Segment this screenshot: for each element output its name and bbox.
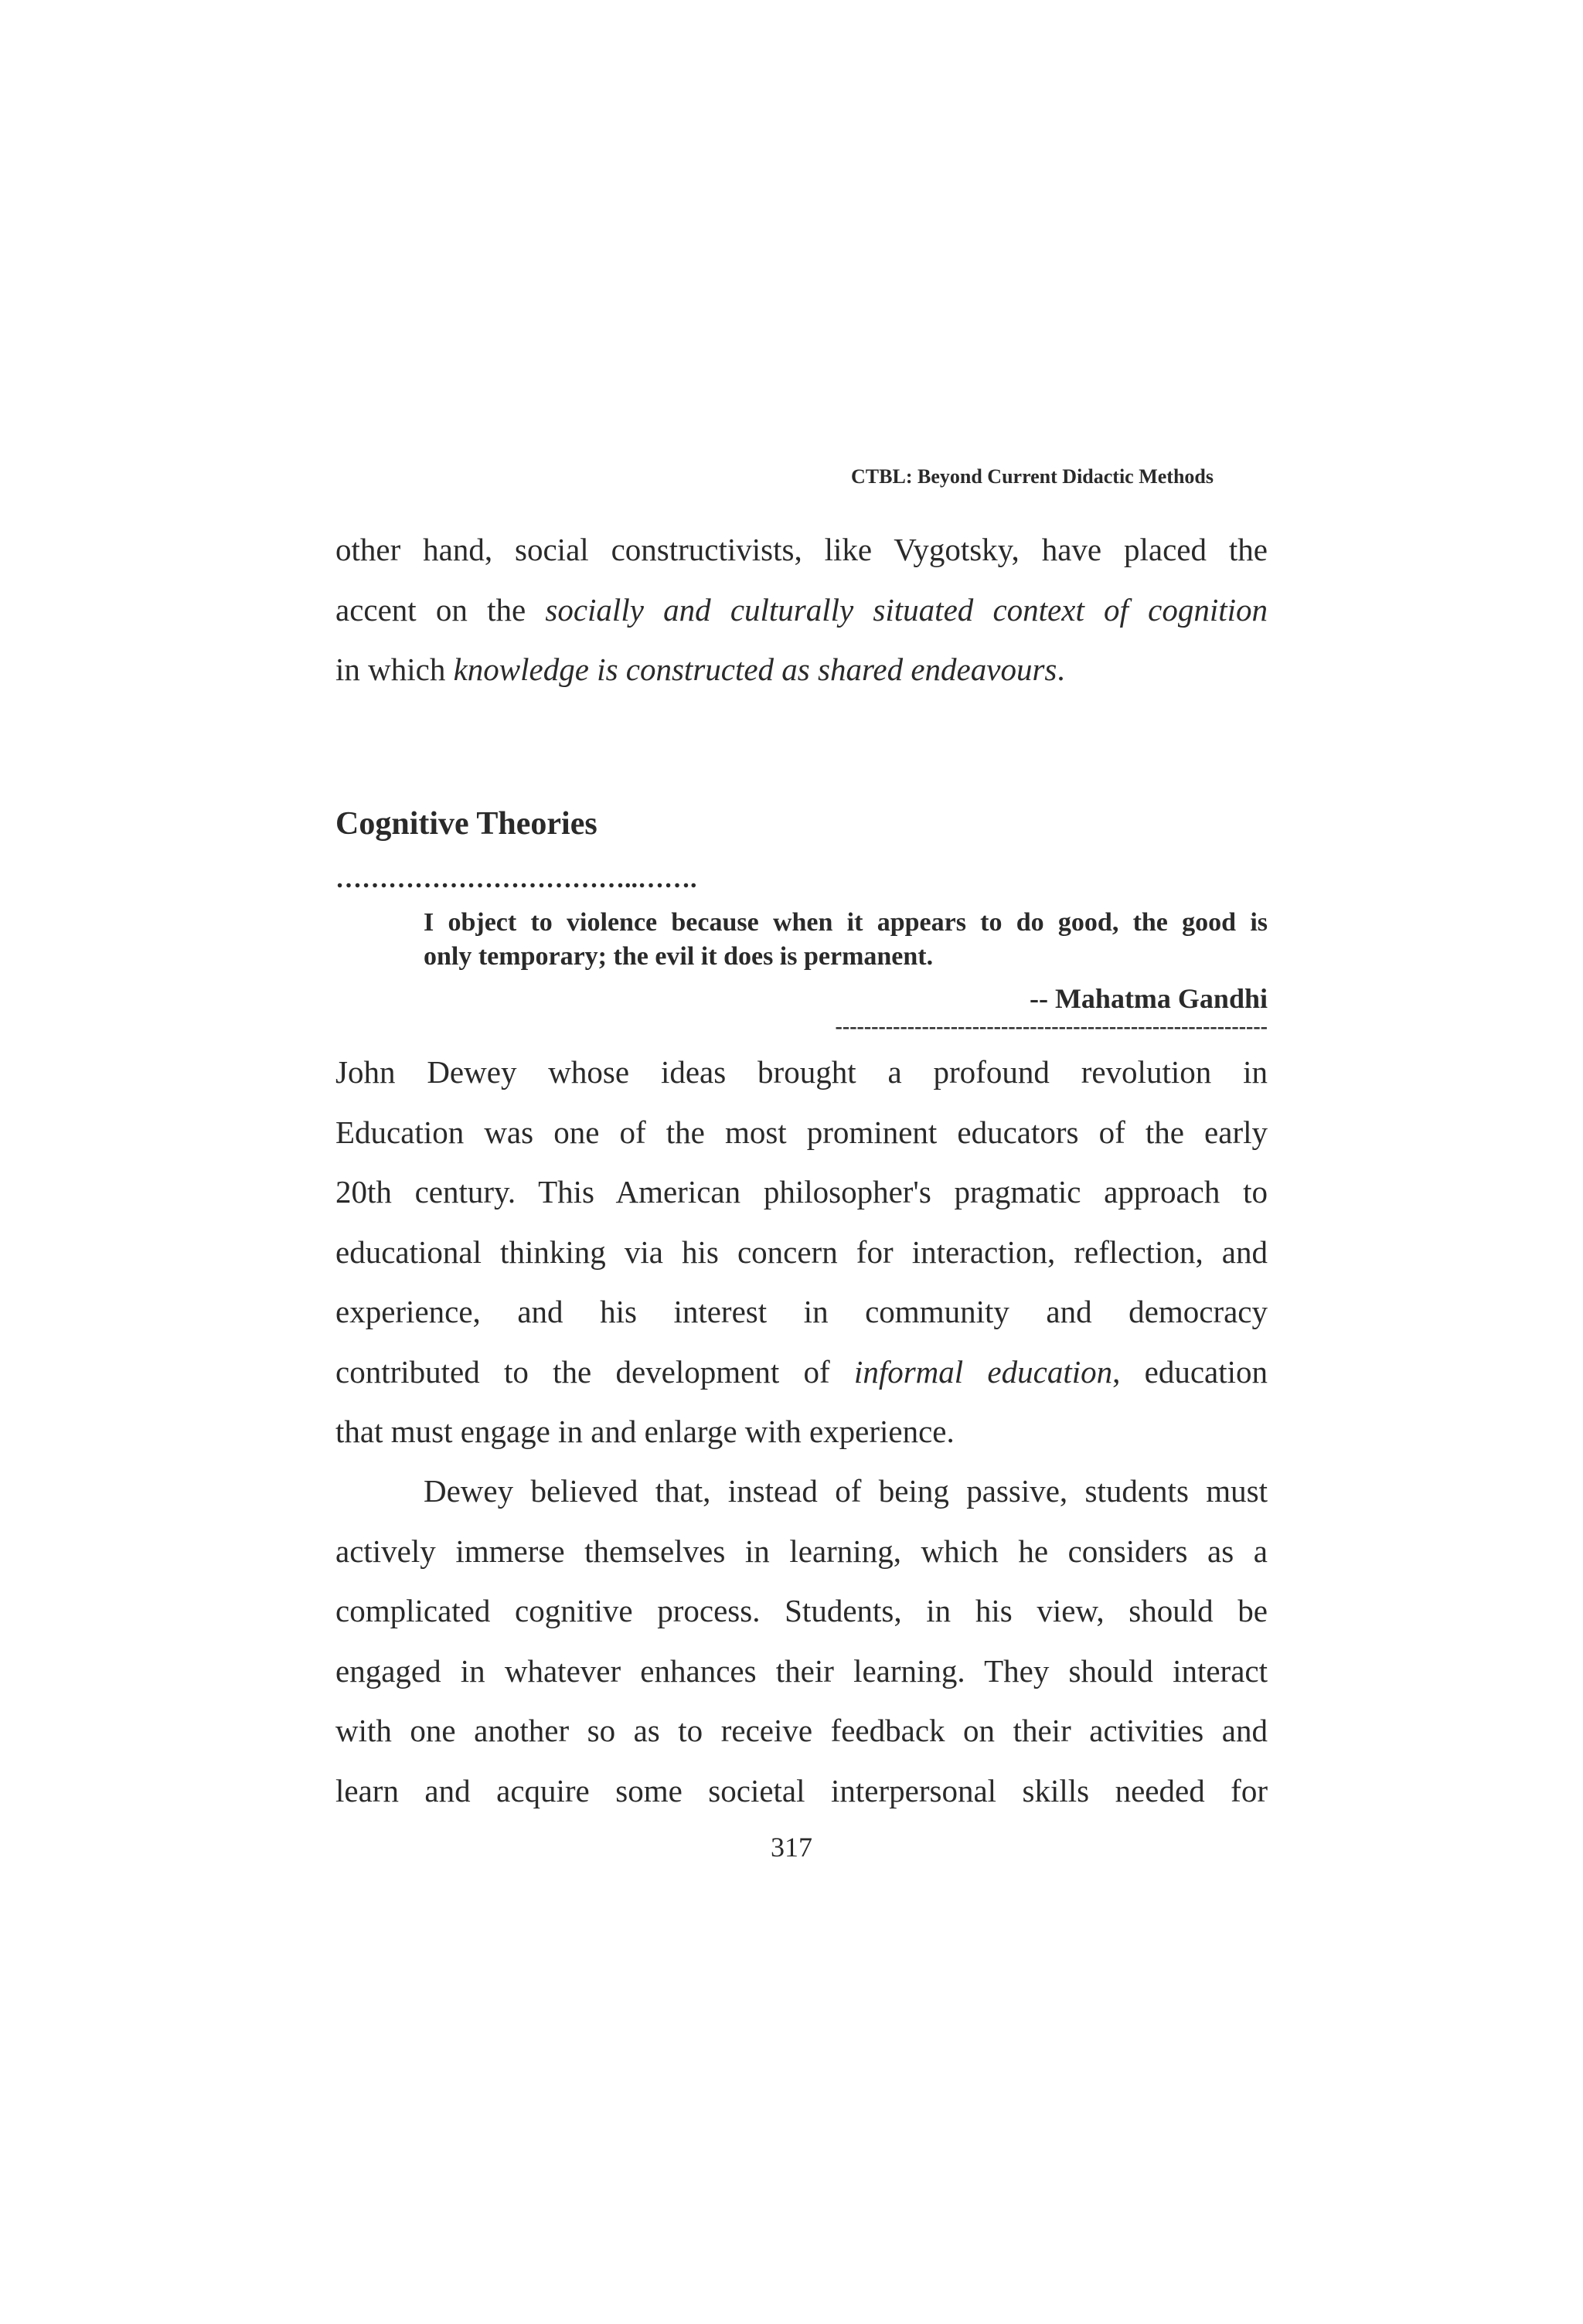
dashed-rule: ------------------------------------------------------------	[835, 1016, 1268, 1039]
p1-line-6-end: , education	[1112, 1353, 1268, 1390]
intro-line-3	[335, 640, 1268, 700]
p1-line-4: educational thinking via his concern for interaction, reflection, and	[335, 1233, 1268, 1270]
p1-line-5: experience, and his interest in community and democracy	[335, 1294, 1268, 1329]
section-heading: Cognitive Theories	[335, 806, 597, 842]
intro-line-2-text: accent on the	[335, 591, 546, 628]
intro-line-2-emphasis: socially and culturally situated context of cognition	[545, 591, 1268, 628]
intro-paragraph	[335, 520, 1268, 700]
p1-line-1: John Dewey whose ideas brought a profound revolution in	[335, 1054, 1268, 1090]
dots-separator: ……………………………..…….	[335, 865, 697, 893]
p2-line-6: learn and acquire some societal interpersonal skills needed for	[335, 1772, 1268, 1809]
intro-line-3-emphasis: knowledge is constructed as shared endeavours	[453, 652, 1057, 687]
intro-line-2	[335, 580, 1268, 641]
epigraph-quote	[424, 906, 1268, 974]
p1-line-6-emphasis: informal education	[853, 1353, 1113, 1390]
p1-line-7: that must engage in and enlarge with experience.	[335, 1414, 955, 1449]
intro-line-3-end: .	[1057, 652, 1065, 687]
paragraph-1	[335, 1043, 1268, 1462]
epigraph-line-1: I object to violence because when it appears to do good, the good is	[424, 908, 1268, 937]
paragraph-2	[335, 1461, 1268, 1821]
intro-line-1: other hand, social constructivists, like Vygotsky, have placed the	[335, 532, 1268, 567]
p2-line-5: with one another so as to receive feedback on their activities and	[335, 1713, 1268, 1748]
intro-line-3-text: in which	[335, 652, 454, 687]
p1-line-6-text: contributed to the development of	[335, 1353, 854, 1390]
epigraph-line-2: only temporary; the evil it does is permanent.	[424, 942, 934, 971]
epigraph-attribution: -- Mahatma Gandhi	[1029, 983, 1268, 1014]
p1-line-6	[335, 1342, 1268, 1403]
p2-line-2: actively immerse themselves in learning, which he considers as a	[335, 1533, 1268, 1569]
p2-line-3: complicated cognitive process. Students, in his view, should be	[335, 1593, 1268, 1628]
p2-line-4: engaged in whatever enhances their learning. They should interact	[335, 1652, 1268, 1689]
p1-line-2: Education was one of the most prominent educators of the early	[335, 1114, 1268, 1150]
running-head: CTBL: Beyond Current Didactic Methods	[851, 465, 1214, 488]
p2-line-1: Dewey believed that, instead of being passive, students must	[424, 1473, 1268, 1509]
page-number: 317	[771, 1832, 812, 1863]
p1-line-3: 20th century. This American philosopher's pragmatic approach to	[335, 1174, 1268, 1210]
